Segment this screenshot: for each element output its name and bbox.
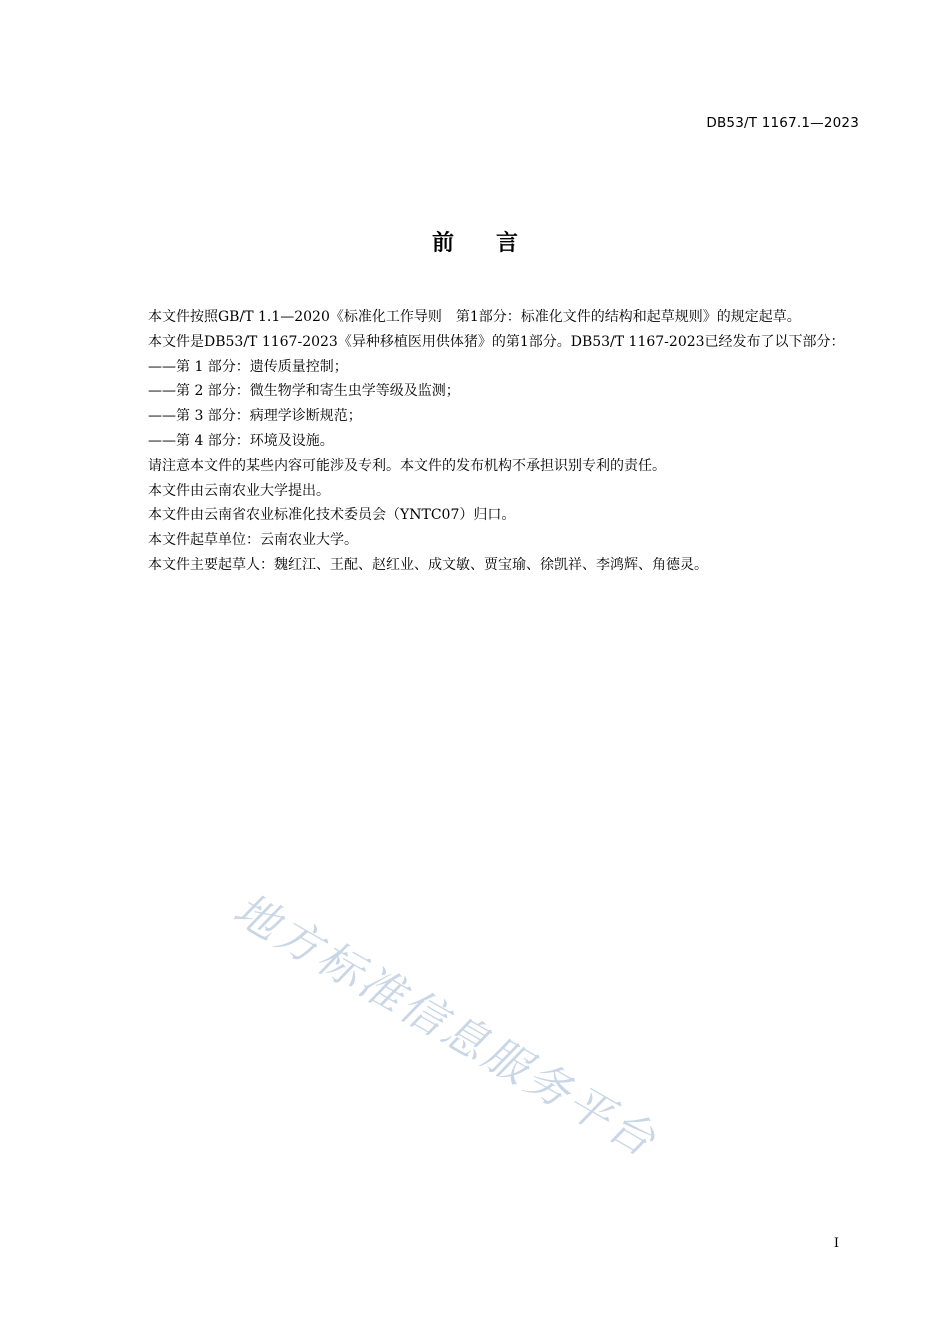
list-item-part-2: ——第 2 部分：微生物学和寄生虫学等级及监测； bbox=[148, 383, 460, 400]
list-item-part-3: ——第 3 部分：病理学诊断规范； bbox=[148, 408, 362, 425]
foreword-body bbox=[114, 305, 860, 578]
page-number: I bbox=[833, 1236, 839, 1251]
paragraph-committee: 本文件由云南省农业标准化技术委员会（YNTC07）归口。 bbox=[148, 507, 516, 524]
watermark: 地方标准信息服务平台 bbox=[225, 883, 667, 1168]
list-item-part-1: ——第 1 部分：遗传质量控制； bbox=[148, 358, 348, 375]
paragraph-drafters: 本文件主要起草人：魏红江、王配、赵红业、成文敏、贾宝瑜、徐凯祥、李鸿辉、角德灵。 bbox=[148, 556, 708, 573]
paragraph-proposer: 本文件由云南农业大学提出。 bbox=[148, 482, 330, 499]
document-code: DB53/T 1167.1—2023 bbox=[706, 115, 859, 131]
paragraph-drafting-unit: 本文件起草单位：云南农业大学。 bbox=[148, 532, 358, 549]
page-title: 前言 bbox=[431, 231, 560, 256]
list-item-part-4: ——第 4 部分：环境及设施。 bbox=[148, 432, 334, 449]
paragraph-patent-notice: 请注意本文件的某些内容可能涉及专利。本文件的发布机构不承担识别专利的责任。 bbox=[148, 457, 666, 474]
paragraph-series-parts: 本文件是DB53/T 1167-2023《异种移植医用供体猪》的第1部分。DB53/T 1167-2023已经发布了以下部分： bbox=[148, 333, 845, 350]
paragraph-drafting-rules: 本文件按照GB/T 1.1—2020《标准化工作导则 第1部分：标准化文件的结构和起草规则》的规定起草。 bbox=[148, 309, 801, 325]
